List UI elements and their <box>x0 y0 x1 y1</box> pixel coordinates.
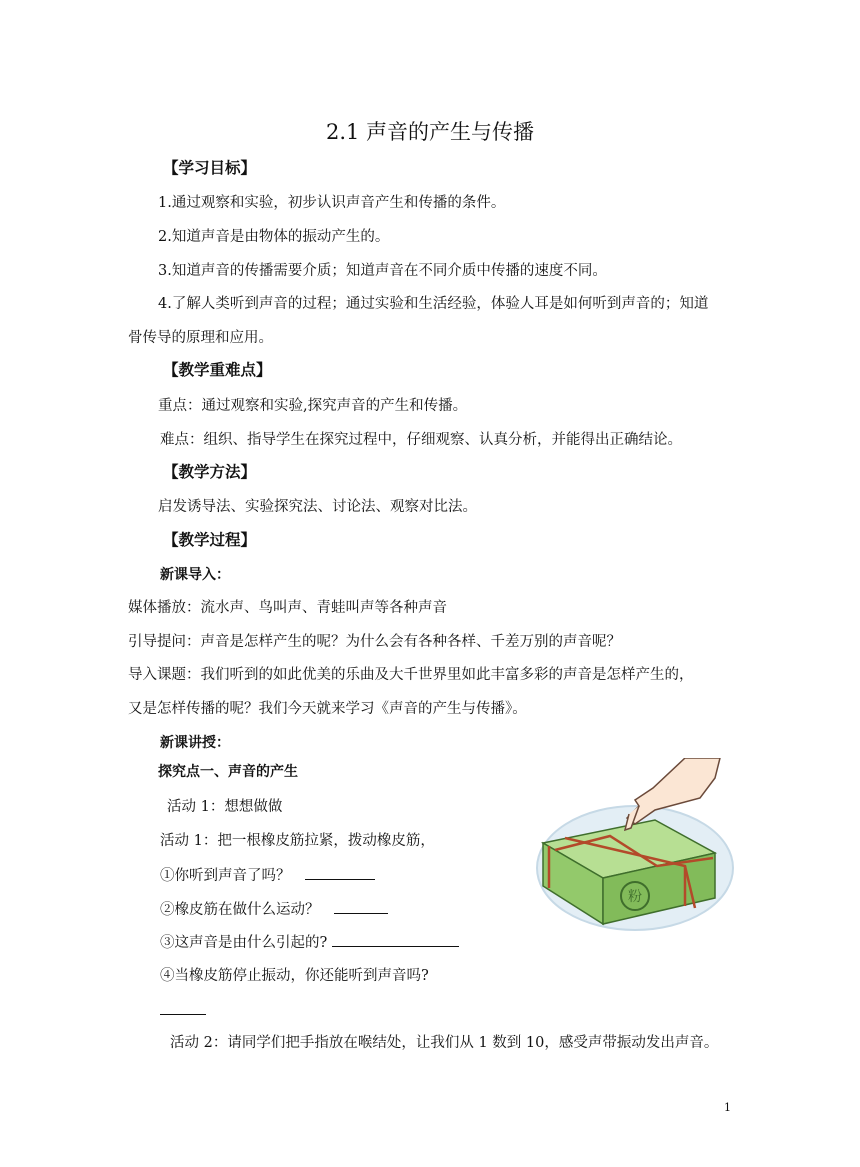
question-2 <box>160 899 388 920</box>
intro-line-1: 媒体播放：流水声、鸟叫声、青蛙叫声等各种声音 <box>128 600 447 616</box>
goals-heading: 【学习目标】 <box>163 158 257 177</box>
answer-blank-3[interactable] <box>332 932 459 947</box>
goal-line-4: 4.了解人类听到声音的过程；通过实验和生活经验，体验人耳是如何听到声音的；知道 <box>158 296 709 312</box>
svg-text:粉: 粉 <box>628 889 642 905</box>
lecture-subheading: 新课讲授： <box>160 735 230 751</box>
answer-blank-2[interactable] <box>334 899 388 914</box>
intro-subheading: 新课导入： <box>160 567 230 583</box>
rubber-band-figure <box>535 758 735 936</box>
key-point-focus: 重点：通过观察和实验,探究声音的产生和传播。 <box>158 398 468 414</box>
key-points-heading: 【教学重难点】 <box>163 360 272 379</box>
goal-line-3: 3.知道声音的传播需要介质；知道声音在不同介质中传播的速度不同。 <box>158 263 607 279</box>
question-2-text: ②橡皮筋在做什么运动？ <box>160 902 320 918</box>
explore-subheading: 探究点一、声音的产生 <box>158 764 298 780</box>
method-heading: 【教学方法】 <box>163 462 257 481</box>
box-illustration <box>535 758 735 936</box>
question-3 <box>160 932 459 953</box>
goal-line-5: 骨传导的原理和应用。 <box>128 330 273 346</box>
intro-line-3: 导入课题：我们听到的如此优美的乐曲及大千世界里如此丰富多彩的声音是怎样产生的， <box>128 667 694 683</box>
question-4: ④当橡皮筋停止振动，你还能听到声音吗? <box>160 968 429 984</box>
answer-blank-1[interactable] <box>305 865 375 880</box>
activity2-text: 活动 2：请同学们把手指放在喉结处，让我们从 1 数到 10，感受声带振动发出声音。 <box>170 1035 719 1051</box>
answer-blank-4-line[interactable] <box>160 1000 206 1015</box>
page-number: 1 <box>724 1101 731 1114</box>
goal-line-1: 1.通过观察和实验，初步认识声音产生和传播的条件。 <box>158 195 506 211</box>
intro-line-2: 引导提问：声音是怎样产生的呢？为什么会有各种各样、千差万别的声音呢？ <box>128 634 621 650</box>
page-title: 2.1 声音的产生与传播 <box>325 120 535 144</box>
question-3-text: ③这声音是由什么引起的? <box>160 935 328 951</box>
answer-blank-4[interactable] <box>160 1000 206 1021</box>
method-text: 启发诱导法、实验探究法、讨论法、观察对比法。 <box>158 499 477 515</box>
goal-line-2: 2.知道声音是由物体的振动产生的。 <box>158 229 390 245</box>
question-1 <box>160 865 375 886</box>
key-point-difficulty: 难点：组织、指导学生在探究过程中，仔细观察、认真分析，并能得出正确结论。 <box>160 432 682 448</box>
question-1-text: ①你听到声音了吗？ <box>160 868 291 884</box>
intro-line-4: 又是怎样传播的呢？我们今天就来学习《声音的产生与传播》。 <box>128 701 527 717</box>
activity1-title: 活动 1：想想做做 <box>167 799 283 815</box>
activity1-desc: 活动 1：把一根橡皮筋拉紧，拨动橡皮筋， <box>160 833 435 849</box>
process-heading: 【教学过程】 <box>163 530 257 549</box>
